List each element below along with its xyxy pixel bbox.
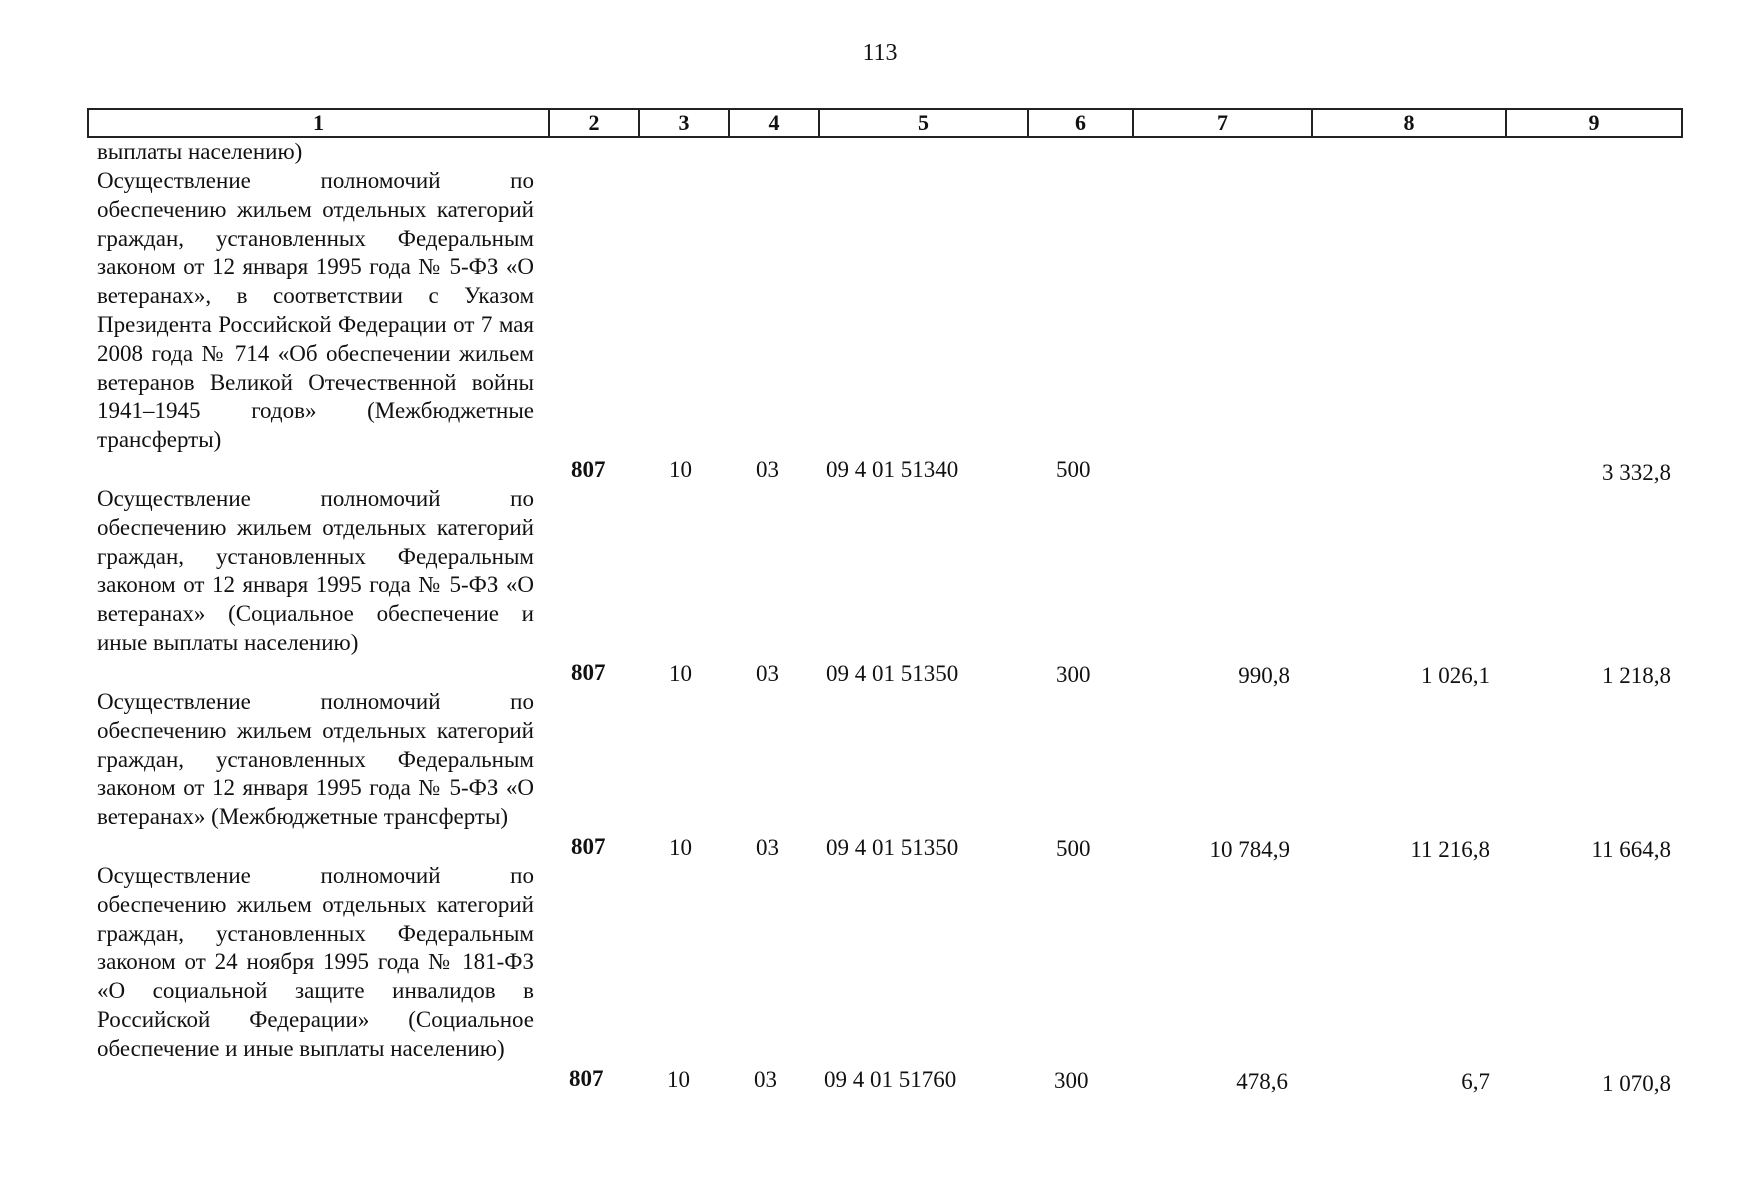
row-col-5: 09 4 01 51760 bbox=[824, 1067, 957, 1092]
row-col-2: 807 bbox=[571, 660, 606, 685]
row-col-9: 11 664,8 bbox=[1591, 837, 1671, 862]
row-col-4: 03 bbox=[754, 1067, 777, 1092]
row-col-3: 10 bbox=[667, 1067, 690, 1092]
row-col-3: 10 bbox=[669, 835, 692, 860]
row-col-6: 500 bbox=[1056, 836, 1091, 861]
row-col-9: 3 332,8 bbox=[1602, 460, 1671, 485]
header-col-9: 9 bbox=[1505, 110, 1681, 136]
header-col-2: 2 bbox=[548, 110, 638, 136]
row-col-9: 1 218,8 bbox=[1602, 663, 1671, 688]
header-col-8: 8 bbox=[1311, 110, 1505, 136]
header-col-7: 7 bbox=[1132, 110, 1311, 136]
row-description: Осуществление полномочий по обеспечению жильем отдельных категорий граждан, установленных Федеральным законом от 12 января 1995 года № 5-ФЗ «О ветеранах» (Межбюджетные трансферты) bbox=[97, 689, 534, 830]
row-col-3: 10 bbox=[669, 661, 692, 686]
row-description: Осуществление полномочий по обеспечению жильем отдельных категорий граждан, установленных Федеральным законом от 12 января 1995 года № 5-ФЗ «О ветеранах», в соответствии с Указом Президента Российской Федерации от 7 мая 2008 года № 714 «Об обеспечении жильем ветеранов Великой Отечественной войны 1941–1945 годов» (Межбюджетные трансферты) bbox=[97, 168, 534, 453]
row-description: Осуществление полномочий по обеспечению жильем отдельных категорий граждан, установленных Федеральным законом от 24 ноября 1995 года № 181-ФЗ «О социальной защите инвалидов в Российской Федерации» (Социальное обеспечение и иные выплаты населению) bbox=[97, 863, 534, 1061]
table-header bbox=[87, 108, 1683, 138]
header-col-6: 6 bbox=[1027, 110, 1132, 136]
row-description: Осуществление полномочий по обеспечению жильем отдельных категорий граждан, установленных Федеральным законом от 12 января 1995 года № 5-ФЗ «О ветеранах» (Социальное обеспечение и иные выплаты населению) bbox=[97, 486, 534, 655]
carry-over-text: выплаты населению) bbox=[97, 139, 303, 164]
row-col-6: 500 bbox=[1056, 457, 1091, 482]
row-col-5: 09 4 01 51350 bbox=[826, 835, 959, 860]
row-col-8: 1 026,1 bbox=[1421, 663, 1490, 688]
row-col-2: 807 bbox=[569, 1066, 604, 1091]
row-col-6: 300 bbox=[1054, 1068, 1089, 1093]
row-col-7: 478,6 bbox=[1236, 1069, 1288, 1094]
header-col-3: 3 bbox=[638, 110, 728, 136]
row-col-5: 09 4 01 51340 bbox=[826, 457, 959, 482]
row-col-5: 09 4 01 51350 bbox=[826, 661, 959, 686]
page-number: 113 bbox=[862, 40, 898, 66]
row-col-4: 03 bbox=[756, 661, 779, 686]
row-col-2: 807 bbox=[571, 457, 606, 482]
row-col-8: 11 216,8 bbox=[1410, 837, 1490, 862]
header-col-4: 4 bbox=[728, 110, 818, 136]
row-col-3: 10 bbox=[669, 457, 692, 482]
row-col-6: 300 bbox=[1056, 662, 1091, 687]
header-col-1: 1 bbox=[313, 110, 324, 135]
header-col-5: 5 bbox=[818, 110, 1027, 136]
row-col-4: 03 bbox=[756, 835, 779, 860]
row-col-8: 6,7 bbox=[1461, 1069, 1490, 1094]
row-col-2: 807 bbox=[571, 834, 606, 859]
row-col-7: 990,8 bbox=[1238, 663, 1290, 688]
row-col-7: 10 784,9 bbox=[1209, 837, 1290, 862]
row-col-4: 03 bbox=[756, 457, 779, 482]
row-col-9: 1 070,8 bbox=[1602, 1071, 1671, 1096]
